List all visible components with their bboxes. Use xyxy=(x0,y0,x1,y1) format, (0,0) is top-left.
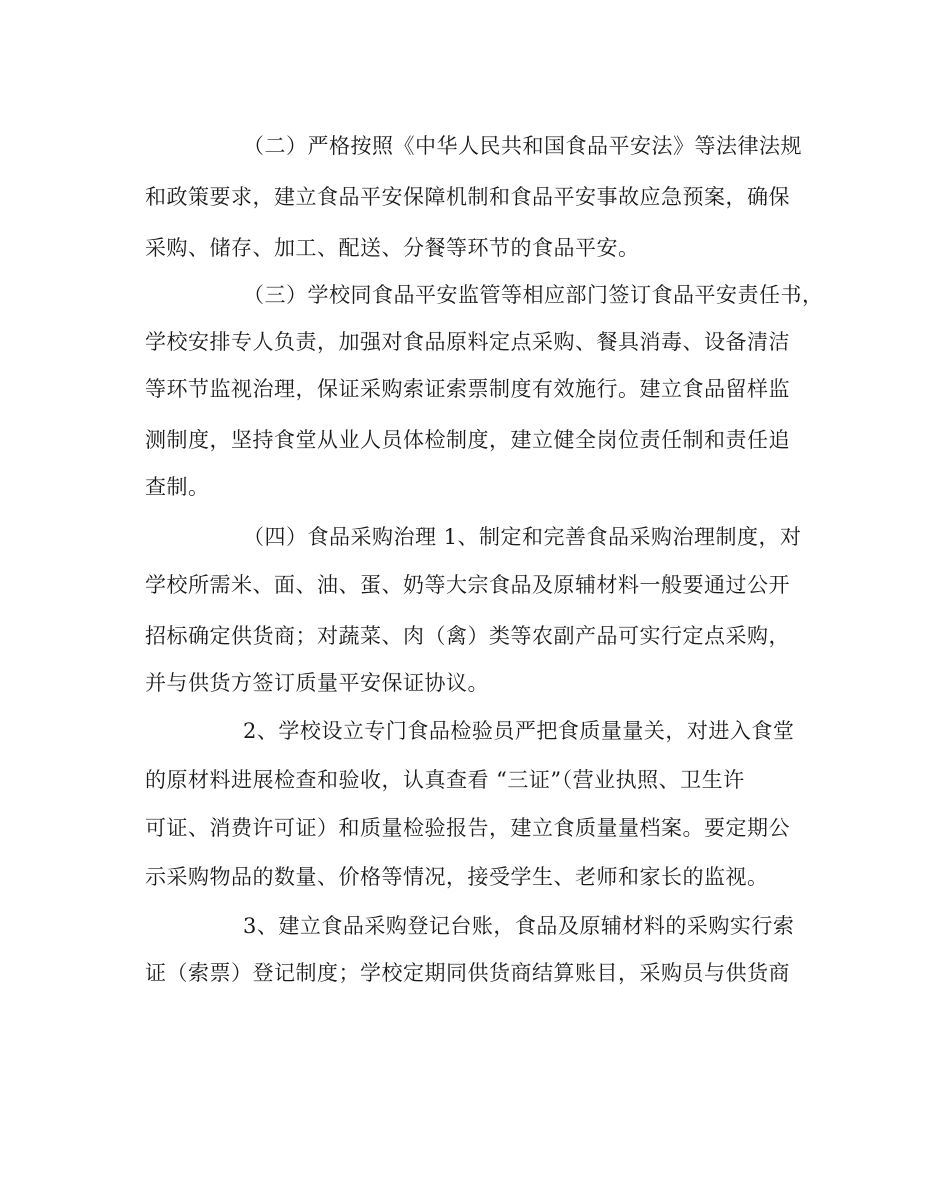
paragraph-3-line-2: 学校安排专人负责，加强对食品原料定点采购、餐具消毒、设备清洁 xyxy=(145,330,790,354)
paragraph-4-line-1: （四）食品采购治理 1、制定和完善食品采购治理制度，对 xyxy=(243,525,802,549)
paragraph-2-line-2: 和政策要求，建立食品平安保障机制和食品平安事故应急预案，确保 xyxy=(145,185,790,209)
paragraph-2-line-1: （二）严格按照《中华人民共和国食品平安法》等法律法规 xyxy=(243,134,802,158)
paragraph-5-line-2: 的原材料进展检查和验收，认真查看 “三证”（营业执照、卫生许 xyxy=(145,768,745,792)
paragraph-4-line-3: 招标确定供货商；对蔬菜、肉（禽）类等农副产品可实行定点采购， xyxy=(145,624,790,648)
paragraph-3-line-1: （三）学校同食品平安监管等相应部门签订食品平安责任书， xyxy=(243,283,824,307)
paragraph-6-line-2: 证（索票）登记制度；学校定期同供货商结算账目，采购员与供货商 xyxy=(145,961,790,985)
paragraph-5-line-3: 可证、消费许可证）和质量检验报告，建立食质量量档案。要定期公 xyxy=(145,816,790,840)
paragraph-3-line-4: 测制度，坚持食堂从业人员体检制度，建立健全岗位责任制和责任追 xyxy=(145,428,790,452)
paragraph-3-line-5: 查制。 xyxy=(145,475,210,499)
paragraph-4-line-2: 学校所需米、面、油、蛋、奶等大宗食品及原辅材料一般要通过公开 xyxy=(145,573,790,597)
paragraph-3-line-3: 等环节监视治理，保证采购索证索票制度有效施行。建立食品留样监 xyxy=(145,377,790,401)
paragraph-5-line-1: 2、学校设立专门食品检验员严把食质量量关，对进入食堂 xyxy=(243,719,795,743)
paragraph-4-line-4: 并与供货方签订质量平安保证协议。 xyxy=(145,671,489,695)
paragraph-2-line-3: 采购、储存、加工、配送、分餐等环节的食品平安。 xyxy=(145,236,640,260)
paragraph-5-line-4: 示采购物品的数量、价格等情况，接受学生、老师和家长的监视。 xyxy=(145,865,769,889)
paragraph-6-line-1: 3、建立食品采购登记台账，食品及原辅材料的采购实行索 xyxy=(243,914,795,938)
